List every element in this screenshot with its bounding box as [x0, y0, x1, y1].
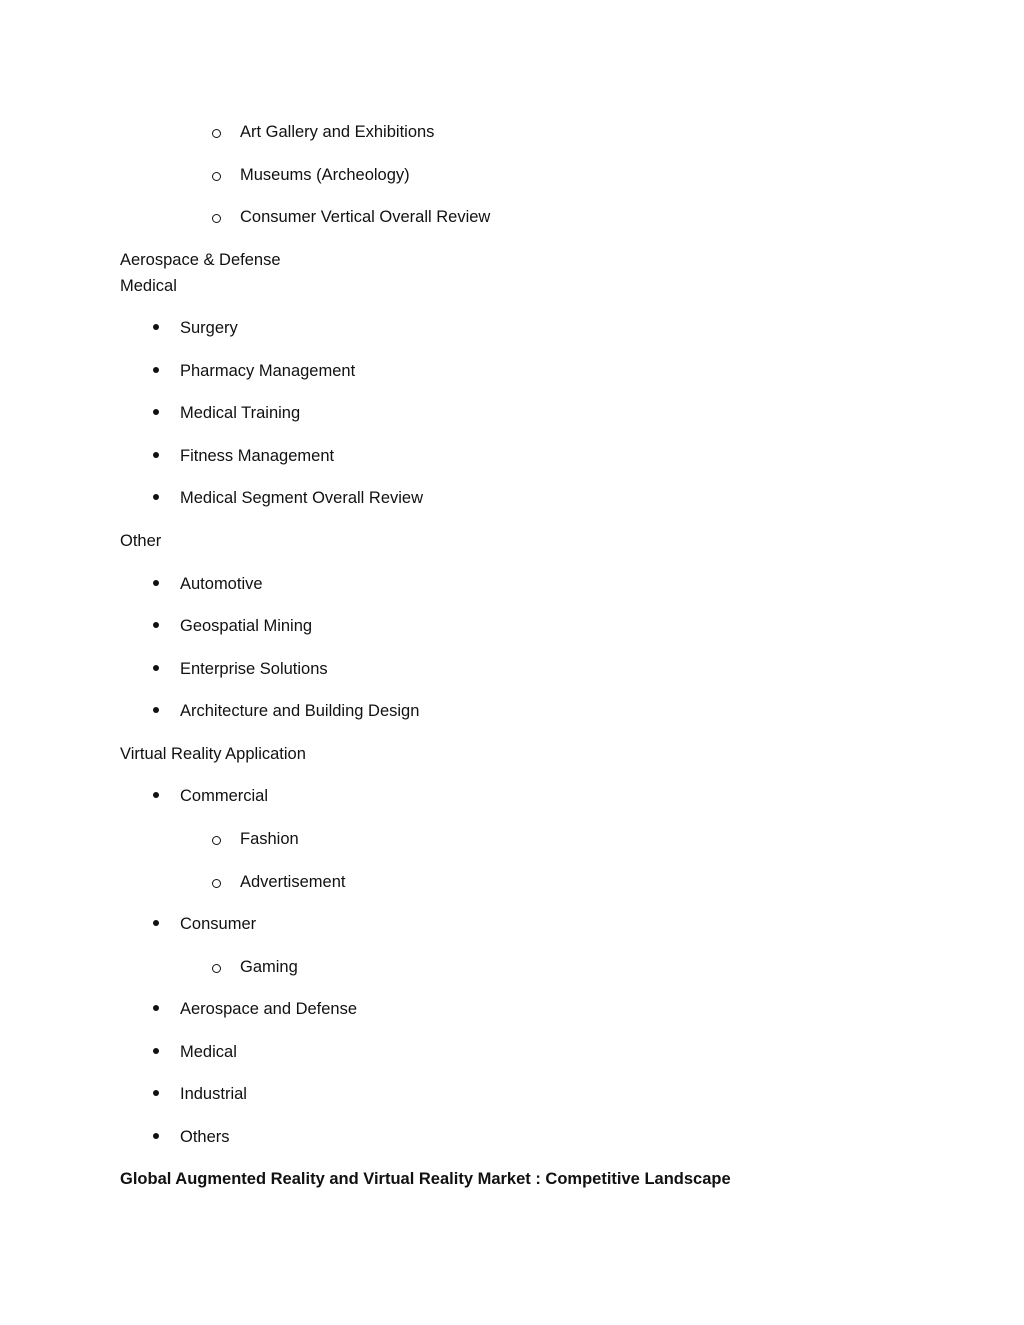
list-item-label: Surgery — [180, 319, 238, 337]
list-item-label: Commercial — [180, 787, 269, 805]
section-title: Global Augmented Reality and Virtual Reality Market : Competitive Landscape — [120, 1170, 731, 1188]
list-item-label: Medical Training — [180, 404, 301, 422]
list-item-label: Medical Segment Overall Review — [180, 489, 424, 507]
list-item-label: Geospatial Mining — [180, 617, 313, 635]
bullet-icon — [150, 659, 162, 679]
bullet-icon — [150, 786, 162, 806]
bullet-icon — [150, 1042, 162, 1062]
circle-bullet-icon — [210, 829, 222, 849]
list-item-label: Automotive — [180, 575, 263, 593]
list-item-label: Fitness Management — [180, 447, 335, 465]
circle-bullet-icon — [210, 165, 222, 185]
list-item-label: Consumer — [180, 915, 257, 933]
bullet-icon — [150, 701, 162, 721]
list-item-label: Art Gallery and Exhibitions — [240, 123, 435, 141]
list-item-label: Consumer Vertical Overall Review — [240, 208, 491, 226]
bullet-icon — [150, 318, 162, 338]
list-item-label: Architecture and Building Design — [180, 702, 420, 720]
list-item-label: Medical — [180, 1043, 237, 1061]
bullet-icon — [150, 446, 162, 466]
circle-bullet-icon — [210, 872, 222, 892]
list-item-label: Advertisement — [240, 873, 346, 891]
list-item-label: Others — [180, 1128, 230, 1146]
list-item-label: Pharmacy Management — [180, 362, 356, 380]
bullet-icon — [150, 488, 162, 508]
list-item-label: Industrial — [180, 1085, 247, 1103]
list-item-label: Gaming — [240, 958, 298, 976]
circle-bullet-icon — [210, 207, 222, 227]
circle-bullet-icon — [210, 957, 222, 977]
list-item-label: Fashion — [240, 830, 299, 848]
bullet-icon — [150, 1127, 162, 1147]
bullet-icon — [150, 1084, 162, 1104]
bullet-icon — [150, 574, 162, 594]
section-heading: Aerospace & Defense — [120, 251, 281, 269]
circle-bullet-icon — [210, 122, 222, 142]
list-item-label: Aerospace and Defense — [180, 1000, 358, 1018]
bullet-icon — [150, 616, 162, 636]
list-item-label: Enterprise Solutions — [180, 660, 328, 678]
section-heading: Virtual Reality Application — [120, 745, 306, 763]
list-item-label: Museums (Archeology) — [240, 166, 410, 184]
bullet-icon — [150, 403, 162, 423]
section-heading: Medical — [120, 277, 177, 295]
bullet-icon — [150, 361, 162, 381]
bullet-icon — [150, 999, 162, 1019]
section-heading: Other — [120, 532, 162, 550]
bullet-icon — [150, 914, 162, 934]
